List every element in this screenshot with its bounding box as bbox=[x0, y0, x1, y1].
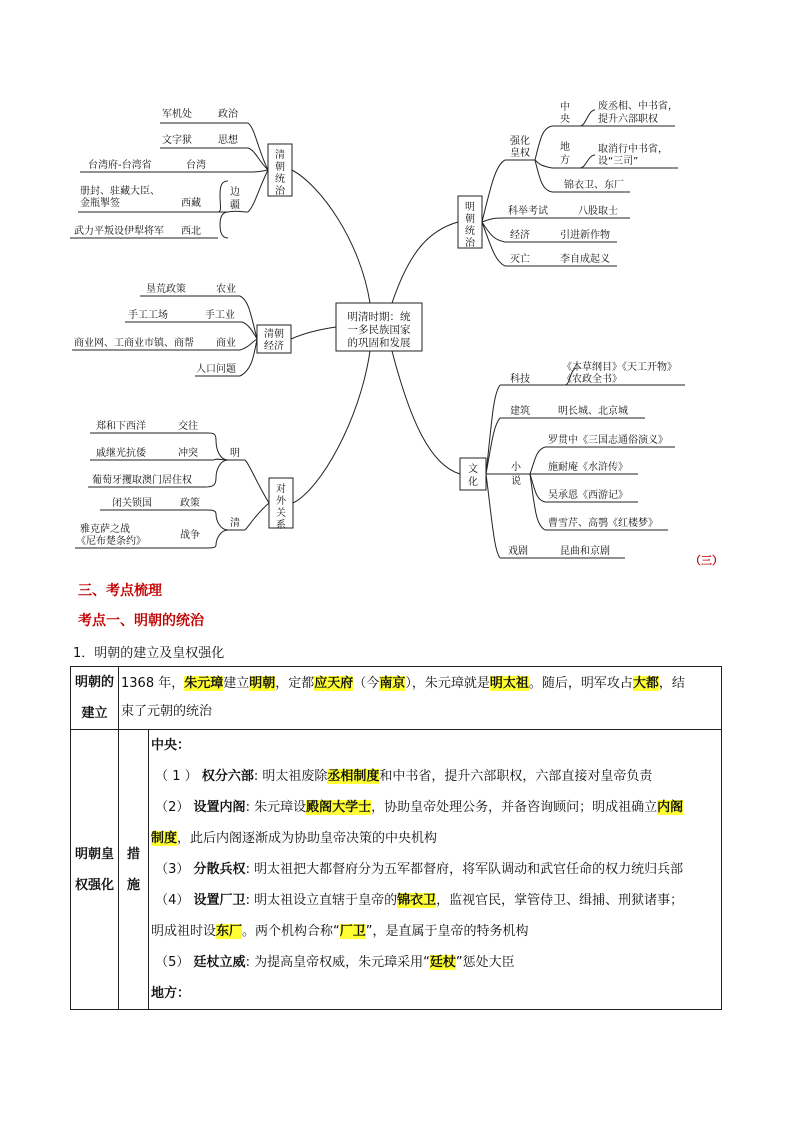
novel-item: 吴承恩《西游记》 bbox=[548, 490, 628, 501]
closed-cat: 政策 bbox=[180, 498, 200, 509]
politics-cat: 政治 bbox=[218, 109, 238, 120]
craft-cat: 手工业 bbox=[205, 310, 235, 321]
guards-item: 锦衣卫、东厂 bbox=[564, 180, 624, 191]
ming-rule-label: 治 bbox=[465, 238, 475, 249]
commerce-cat: 商业 bbox=[216, 338, 236, 349]
culture-label: 化 bbox=[468, 477, 478, 488]
border-label: 边 bbox=[230, 187, 240, 198]
foreign-label: 系 bbox=[276, 520, 286, 531]
drama-item: 昆曲和京剧 bbox=[560, 546, 610, 557]
ming-economy-cat: 经济 bbox=[510, 230, 530, 241]
row-founding bbox=[71, 667, 722, 730]
foreign-label: 对 bbox=[276, 484, 286, 495]
qing-rule-label: 清 bbox=[275, 150, 285, 161]
taiwan-cat: 台湾 bbox=[186, 160, 206, 171]
closed-item: 闭关锁国 bbox=[112, 498, 152, 509]
qing-economy-label: 经济 bbox=[264, 341, 284, 352]
war-item: 雅克萨之战 bbox=[80, 524, 130, 535]
measure-label: 措施 bbox=[119, 730, 149, 1010]
commerce-item: 商业网、工商业市镇、商帮 bbox=[74, 338, 194, 349]
local-text: 取消行中书省， bbox=[598, 144, 668, 155]
qing-rule-label: 朝 bbox=[275, 162, 285, 173]
notes-table bbox=[70, 666, 722, 1010]
fall-cat: 灭亡 bbox=[510, 254, 530, 265]
page-label: （三） bbox=[690, 554, 723, 567]
local-cat: 地 bbox=[560, 142, 570, 153]
craft-item: 手工工场 bbox=[128, 310, 168, 321]
ming-rule-label: 明 bbox=[465, 202, 475, 213]
center-line-1: 明清时期：统 bbox=[347, 311, 411, 323]
conflict-item: 戚继光抗倭 bbox=[96, 448, 146, 459]
exchange-item: 郑和下西洋 bbox=[96, 421, 146, 432]
politics-item: 军机处 bbox=[162, 109, 192, 120]
item-3: （3） 分散兵权: 明太祖把大都督府分为五军都督府，将军队调动和武官任命的权力统归兵部 bbox=[155, 862, 684, 877]
central-text: 提升六部职权 bbox=[598, 114, 658, 125]
agri-cat: 农业 bbox=[216, 284, 236, 295]
war-item: 《尼布楚条约》 bbox=[76, 536, 146, 547]
novel-item: 施耐庵《水浒传》 bbox=[548, 462, 628, 473]
novel-item: 罗贯中《三国志通俗演义》 bbox=[548, 435, 668, 446]
item-4: （4） 设置厂卫: 明太祖设立直辖于皇帝的锦衣卫，监视官民，掌管侍卫、缉捕、刑狱诸事； bbox=[155, 893, 684, 908]
center-line-3: 的巩固和发展 bbox=[347, 337, 411, 349]
foreign-qing: 清 bbox=[230, 518, 240, 529]
exam-item: 八股取士 bbox=[578, 206, 618, 217]
mindmap-center-text bbox=[348, 310, 411, 349]
tibet-cat: 西藏 bbox=[181, 198, 201, 209]
thought-cat: 思想 bbox=[218, 135, 238, 146]
novel-cat: 小 bbox=[511, 462, 521, 473]
central-cat: 央 bbox=[560, 114, 570, 125]
central-heading: 中央： bbox=[151, 738, 191, 753]
arch-cat: 建筑 bbox=[510, 406, 530, 417]
novel-item: 曹雪芹、高鹗《红楼梦》 bbox=[548, 518, 658, 529]
qing-economy-label: 清朝 bbox=[264, 329, 284, 340]
qing-rule-label: 统 bbox=[275, 174, 285, 185]
row-power-header: 明朝皇权强化 bbox=[71, 730, 119, 1010]
row-founding-header: 明朝的建立 bbox=[71, 667, 119, 730]
foreign-label: 外 bbox=[276, 496, 286, 507]
kaodian-title: 考点一、明朝的统治 bbox=[78, 613, 204, 629]
local-heading: 地方： bbox=[151, 986, 191, 1001]
exam-cat: 科举考试 bbox=[508, 206, 548, 217]
row-founding-content: 1368 年，朱元璋建立明朝，定都应天府（今南京），朱元璋就是明太祖。随后，明军攻占大都，结 束了元朝的统治 bbox=[119, 667, 722, 730]
local-cat: 方 bbox=[560, 155, 570, 166]
central-cat: 中 bbox=[560, 102, 570, 113]
tech-item: 《农政全书》 bbox=[562, 374, 622, 385]
section-title: 三、考点梳理 bbox=[78, 583, 162, 599]
center-line-2: 一多民族国家 bbox=[347, 324, 411, 336]
item-2: （2） 设置内阁: 朱元璋设殿阁大学士，协助皇帝处理公务，并备咨询顾问；明成祖确立内阁 bbox=[155, 800, 684, 815]
northwest-item: 武力平叛设伊犁将军 bbox=[74, 226, 164, 237]
sub-title: 1．明朝的建立及皇权强化 bbox=[73, 646, 225, 661]
exchange-cat: 交往 bbox=[178, 421, 198, 432]
population-item: 人口问题 bbox=[196, 364, 236, 375]
foreign-label: 关 bbox=[276, 508, 286, 519]
item-2-cont: 制度，此后内阁逐渐成为协助皇帝决策的中央机构 bbox=[151, 831, 438, 846]
item-4-cont: 明成祖时设东厂。两个机构合称“厂卫”，是直属于皇帝的特务机构 bbox=[151, 924, 529, 939]
fall-item: 李自成起义 bbox=[560, 254, 610, 265]
ming-rule-label: 朝 bbox=[465, 214, 475, 225]
border-label: 疆 bbox=[230, 200, 240, 211]
central-text: 废丞相、中书省， bbox=[598, 101, 678, 112]
power-label: 皇权 bbox=[510, 148, 530, 159]
novel-cat: 说 bbox=[511, 476, 521, 487]
conflict-cat: 冲突 bbox=[178, 448, 198, 459]
arch-item: 明长城、北京城 bbox=[558, 406, 628, 417]
qing-rule-label: 治 bbox=[275, 186, 285, 197]
item-5: （5） 廷杖立威: 为提高皇帝权威，朱元璋采用“廷杖”惩处大臣 bbox=[155, 955, 515, 970]
macau-item: 葡萄牙攫取澳门居住权 bbox=[92, 475, 192, 486]
taiwan-item: 台湾府-台湾省 bbox=[88, 160, 152, 171]
thought-item: 文字狱 bbox=[162, 135, 192, 146]
tibet-item: 金瓶掣签 bbox=[80, 198, 120, 209]
tibet-item: 册封、驻藏大臣、 bbox=[80, 186, 160, 197]
row-power-content bbox=[149, 730, 722, 1010]
agri-item: 垦荒政策 bbox=[146, 284, 186, 295]
item-1: （ 1 ） 权分六部: 明太祖废除丞相制度和中书省，提升六部职权，六部直接对皇帝负责 bbox=[155, 769, 653, 784]
drama-cat: 戏剧 bbox=[508, 546, 528, 557]
northwest-cat: 西北 bbox=[181, 226, 201, 237]
power-label: 强化 bbox=[510, 136, 530, 147]
tech-item: 《本草纲目》《天工开物》 bbox=[562, 362, 677, 373]
row-power bbox=[71, 730, 722, 1010]
foreign-ming: 明 bbox=[230, 448, 240, 459]
local-text: 设“三司” bbox=[598, 156, 639, 167]
ming-rule-label: 统 bbox=[465, 226, 475, 237]
tech-cat: 科技 bbox=[510, 374, 530, 385]
war-cat: 战争 bbox=[180, 530, 200, 541]
ming-economy-item: 引进新作物 bbox=[560, 230, 610, 241]
culture-label: 文 bbox=[468, 464, 478, 475]
